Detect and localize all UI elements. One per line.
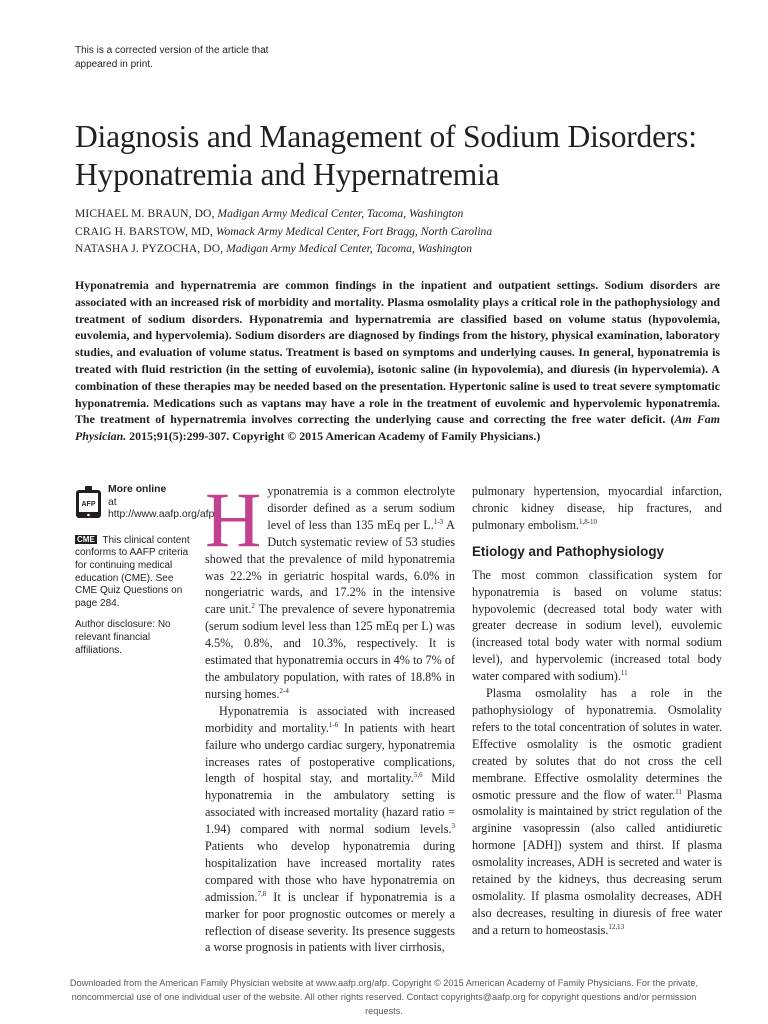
- reference: 1-3: [433, 517, 444, 526]
- page-footer: Downloaded from the American Family Physician website at www.aafp.org/afp. Copyright © 2015 American Academy of Family Physicians. For the private, noncommercial use of one individual user of the website. All other rights reserved. Contact copyrights@aafp.org for copyright questions and/or permission requests.: [69, 978, 699, 1016]
- body-column-2: [472, 483, 722, 939]
- online-link[interactable]: at http://www.aafp.org/afp.: [108, 496, 218, 521]
- cme-text: This clinical content conforms to AAFP criteria for continuing medical education (CME). See CME Quiz Questions on page 284.: [75, 534, 190, 609]
- text: It is unclear if hyponatremia is a marker for poor prognostic outcomes or merely a reflection of disease severity. Its presence suggests a worse prognosis in patients with liver cirrhosis,: [205, 889, 455, 955]
- author-name: CRAIG H. BARSTOW, MD,: [75, 224, 214, 238]
- reference: 2-4: [279, 686, 289, 695]
- author-line: [75, 223, 735, 241]
- text: The most common classification system for hyponatremia is based on volume status: hypovolemic (decreased total body water with greater decrease in sodium level), euvolemic (increased total body water with normal sodium level), and hypervolemic (increased total body water compared with sodium).: [472, 567, 722, 684]
- paragraph: [472, 567, 722, 685]
- online-label: More online: [108, 484, 167, 495]
- more-online: [75, 484, 218, 522]
- journal-name: Am Fam Physician.: [75, 412, 720, 444]
- reference: 7,8: [257, 889, 267, 898]
- text: Plasma osmolality has a role in the pathophysiology of hyponatremia. Osmolality refers to the total concentration of solutes in water. Effective osmolality is the osmotic gradient created by solutes that do not cross the cell membrane. Effective osmolality determines the osmotic pressure and the flow of water.: [472, 686, 722, 802]
- svg-text:AFP: AFP: [81, 501, 96, 508]
- text: Hyponatremia is associated with increased morbidity and mortality.: [205, 703, 455, 735]
- reference: 2: [251, 602, 255, 611]
- paragraph: [205, 703, 455, 957]
- cme-note: [75, 535, 195, 611]
- tablet-icon: [75, 485, 102, 519]
- author-line: [75, 205, 735, 223]
- paragraph: [205, 476, 455, 703]
- reference: 1,8-10: [578, 517, 598, 526]
- body-column-1: [205, 476, 456, 956]
- text: A Dutch systematic review of 53 studies showed that the prevalence of mild hyponatremia was 22.2% in geriatric hospital wards, 6.0% in nongeriatric wards, and 17.2% in the intensive care unit.: [205, 517, 455, 617]
- author-affiliation: Madigan Army Medical Center, Tacoma, Washington: [217, 207, 464, 220]
- text: pulmonary hypertension, myocardial infarction, chronic kidney disease, hip fractures, and pulmonary embolism.: [472, 484, 722, 532]
- online-text: [108, 484, 217, 522]
- paragraph: [472, 685, 722, 939]
- text: In patients with heart failure who undergo cardiac surgery, hyponatremia increases rates of postoperative complications, length of hospital stay, and mortality.: [205, 720, 455, 786]
- text: The prevalence of severe hyponatremia (serum sodium level less than 125 mEq per L) was 4.5%, 0.8%, and 10.3%, respectively. It is estimated that hyponatremia occurs in 4% to 7% of the ambulatory population, with rates of 18.8% in nursing homes.: [205, 602, 455, 701]
- reference: 11: [675, 787, 682, 796]
- section-heading: Etiology and Pathophysiology: [472, 543, 664, 559]
- paragraph-continued: [472, 483, 722, 534]
- author-name: MICHAEL M. BRAUN, DO,: [75, 207, 215, 220]
- author-affiliation: Madigan Army Medical Center, Tacoma, Washington: [226, 242, 473, 256]
- abstract-body: Hyponatremia and hypernatremia are common findings in the inpatient and outpatient settings. Sodium disorders are associated with an increased risk of morbidity and mortality. Plasma osmolality plays a critical role in the pathophysiology and treatment of sodium disorders. Hyponatremia and hypernatremia are classified based on volume status (hypovolemia, euvolemia, and hypervolemia). Sodium disorders are diagnosed by findings from the history, physical examination, laboratory studies, and evaluation of volume status. Treatment is based on symptoms and underlying causes. In general, hyponatremia is treated with fluid restriction (in the setting of euvolemia), isotonic saline (in hypovolemia), and diuresis (in hypervolemia). A combination of these therapies may be needed based on the presentation. Hypertonic saline is used to treat severe symptomatic hyponatremia. Medications such as vaptans may have a role in the treatment of euvolemic and hypervolemic hyponatremia. The treatment of hypernatremia involves correcting the underlying cause and correcting the free water deficit. (: [75, 278, 720, 427]
- article-title: Diagnosis and Management of Sodium Disorders: Hyponatremia and Hypernatremia: [75, 119, 697, 192]
- cme-badge: CME: [77, 534, 95, 544]
- author-name: NATASHA J. PYZOCHA, DO,: [75, 242, 224, 256]
- sidebar: [75, 484, 218, 657]
- text: Plasma osmolality is maintained by strict regulation of the arginine vasopressin (also called antidiuretic hormone [ADH]) system and thirst. If plasma osmolality increases, ADH is secreted and water is retained by the kidneys, thus decreasing serum osmolality. If plasma osmolality decreases, ADH also decreases, resulting in diuresis of free water and a return to homeostasis.: [472, 787, 722, 937]
- abstract: [75, 277, 720, 445]
- author-list: [75, 205, 735, 258]
- reference: 11: [620, 669, 628, 678]
- author-affiliation: Womack Army Medical Center, Fort Bragg, North Carolina: [215, 224, 493, 238]
- text: Patients who develop hyponatremia during hospitalization have increased mortality rates compared with those who have hyponatremia on admission.: [205, 839, 455, 904]
- text: Mild hyponatremia in the ambulatory setting is associated with increased mortality (hazard ratio = 1.94) compared with normal sodium levels.: [205, 771, 456, 837]
- text: yponatremia is a common electrolyte disorder defined as a serum sodium level of less than 135 mEq per L.: [267, 484, 455, 532]
- author-line: [75, 240, 735, 258]
- reference: 12,13: [608, 922, 625, 931]
- reference: 1-6: [328, 720, 339, 729]
- reference: 5,6: [413, 771, 423, 780]
- reference: 3: [451, 822, 455, 831]
- author-disclosure: Author disclosure: No relevant financial affiliations.: [75, 619, 171, 656]
- drop-cap: H: [205, 476, 262, 563]
- correction-notice: This is a corrected version of the article that appeared in print.: [75, 45, 269, 70]
- citation: 2015;91(5):299-307. Copyright © 2015 American Academy of Family Physicians.): [126, 429, 541, 444]
